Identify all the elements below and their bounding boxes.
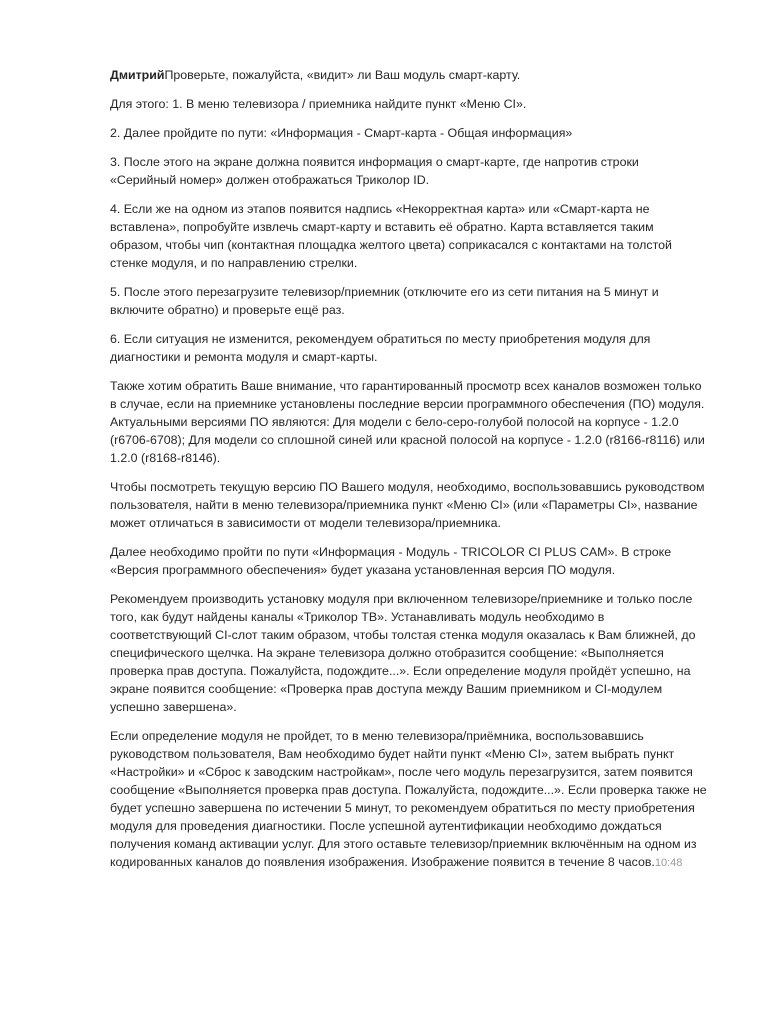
message-timestamp: 10:48 <box>654 857 683 869</box>
message-paragraph: Далее необходимо пройти по пути «Информация - Модуль - TRICOLOR CI PLUS CAM». В строке «Версия программного обеспечения» будет указана установленная версия ПО модуля. <box>110 545 672 577</box>
message-paragraph: Также хотим обратить Ваше внимание, что гарантированный просмотр всех каналов возможен только в случае, если на приемнике установлены последние версии программного обеспечения (ПО) модуля. Актуальными версиями ПО являются: Для модели с бело-серо-голубой полосой на корпусе - 1.2.0 (r6706-6708); Для модели со сплошной синей или красной полосой на корпусе - 1.2.0 (r8166-r8116) или 1.2.0 (r8168-r8146). <box>110 379 705 465</box>
paragraph-text: Если определение модуля не пройдет, то в меню телевизора/приёмника, воспользовавшись руководством пользователя, Вам необходимо будет найти пункт «Меню CI», затем выбрать пункт «Настройки» и «Сброс к заводским настройкам», после чего модуль перезагрузится, затем появится сообщение «Выполняется проверка прав доступа. Пожалуйста, подождите...». Если проверка также не будет успешно завершена по истечении 5 минут, то рекомендуем обратиться по месту приобретения модуля для проведения диагностики. После успешной аутентификации необходимо дождаться получения команд активации услуг. Для этого оставьте телевизор/приемник включённым на одном из кодированных каналов до появления изображения. Изображение появится в течение 8 часов. <box>110 729 707 869</box>
message-paragraph <box>110 66 708 84</box>
message-paragraph <box>110 727 708 872</box>
message-paragraph: Для этого: 1. В меню телевизора / приемника найдите пункт «Меню CI». <box>110 97 527 111</box>
message-paragraph: 2. Далее пройдите по пути: «Информация - Смарт-карта - Общая информация» <box>110 126 573 140</box>
message-paragraph: Рекомендуем производить установку модуля при включенном телевизоре/приемнике и только после того, как будут найдены каналы «Триколор ТВ». Устанавливать модуль необходимо в соответствующий CI-слот таким образом, чтобы толстая стенка модуля оказалась к Вам ближней, до специфического щелчка. На экране телевизора должно отобразится сообщение: «Выполняется проверка прав доступа. Пожалуйста, подождите...». Если определение модуля пройдёт успешно, на экране появится сообщение: «Проверка прав доступа между Вашим приемником и CI-модулем успешно завершена». <box>110 592 696 714</box>
message-paragraph: Чтобы посмотреть текущую версию ПО Вашего модуля, необходимо, воспользовавшись руководством пользователя, найти в меню телевизора/приемника пункт «Меню CI» (или «Параметры CI», название может отличаться в зависимости от модели телевизора/приемника. <box>110 480 705 530</box>
message-paragraph: 4. Если же на одном из этапов появится надпись «Некорректная карта» или «Смарт-карта не вставлена», попробуйте извлечь смарт-карту и вставить её обратно. Карта вставляется таким образом, чтобы чип (контактная площадка желтого цвета) соприкасался с контактами на толстой стенке модуля, и по направлению стрелки. <box>110 202 672 270</box>
message-paragraph: 3. После этого на экране должна появится информация о смарт-карте, где напротив строки «Серийный номер» должен отображаться Триколор ID. <box>110 155 639 187</box>
message-paragraph: 5. После этого перезагрузите телевизор/приемник (отключите его из сети питания на 5 минут и включите обратно) и проверьте ещё раз. <box>110 285 659 317</box>
message-paragraph: 6. Если ситуация не изменится, рекомендуем обратиться по месту приобретения модуля для диагностики и ремонта модуля и смарт-карты. <box>110 332 651 364</box>
paragraph-text: Проверьте, пожалуйста, «видит» ли Ваш модуль смарт-карту. <box>164 68 521 82</box>
author-name: Дмитрий <box>110 68 165 82</box>
message-body <box>110 66 708 883</box>
